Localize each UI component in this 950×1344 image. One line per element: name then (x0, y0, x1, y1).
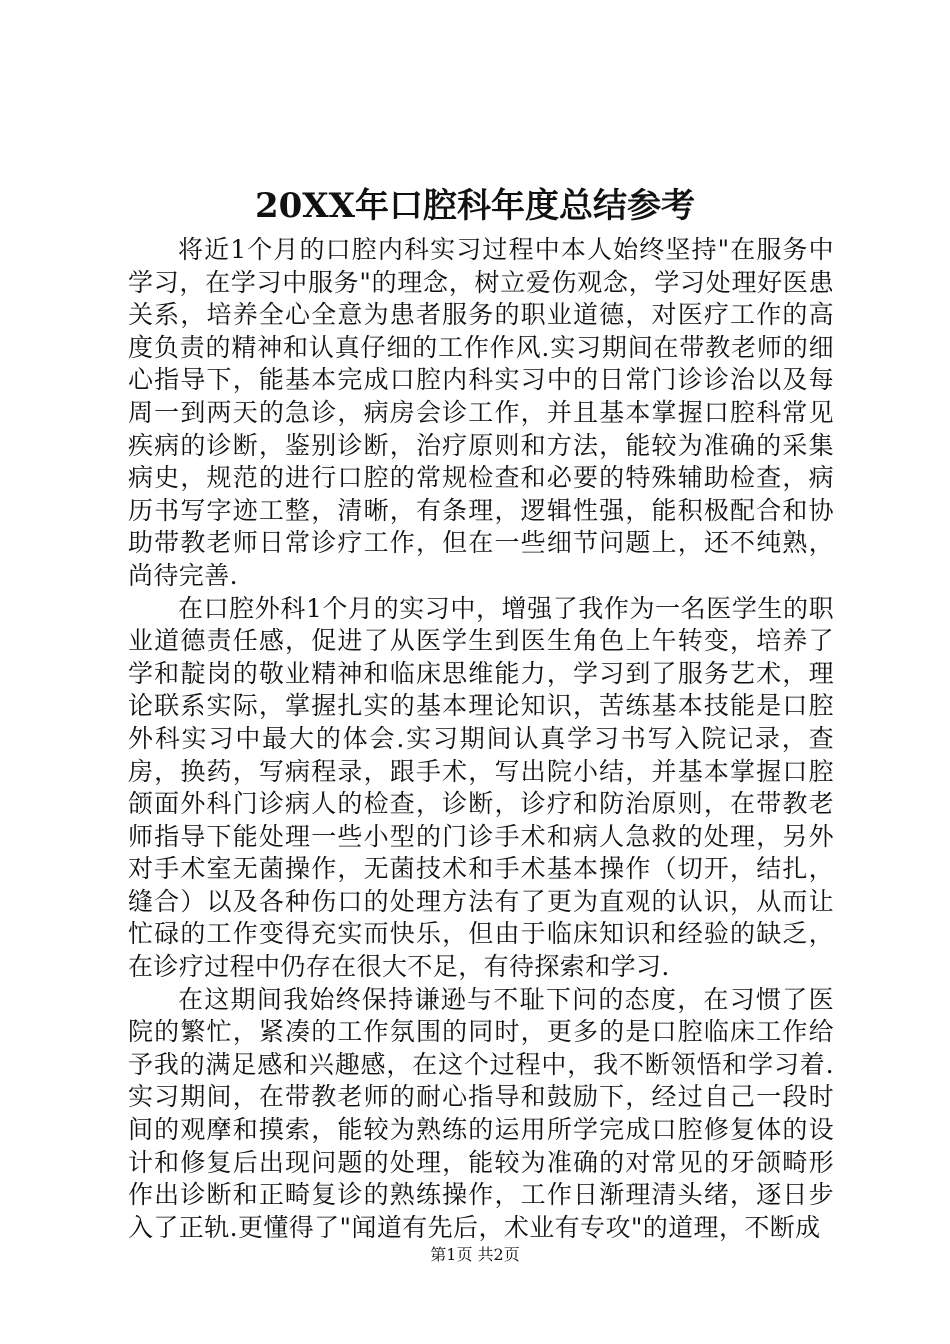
paragraph-3: 在这期间我始终保持谦逊与不耻下问的态度，在习惯了医院的繁忙，紧凑的工作氛围的同时，更多的是口腔临床工作给予我的满足感和兴趣感，在这个过程中，我不断领悟和学习着.实习期间，在带教老师的耐心指导和鼓励下，经过自己一段时间的观摩和摸索，能较为熟练的运用所学完成口腔修复体的设计和修复后出现问题的处理，能较为准确的对常见的牙颌畸形作出诊断和正畸复诊的熟练操作，工作日渐理清头绪，逐日步入了正轨.更懂得了"闻道有先后，术业有专攻"的道理，不断成 (128, 984, 834, 1242)
paragraph-2: 在口腔外科1个月的实习中，增强了我作为一名医学生的职业道德责任感，促进了从医学生到医生角色上午转变，培养了学和靛岗的敬业精神和临床思维能力，学习到了服务艺术，理论联系实际，掌握扎实的基本理论知识，苦练基本技能是口腔外科实习中最大的体会.实习期间认真学习书写入院记录，查房，换药，写病程录，跟手术，写出院小结，并基本掌握口腔颌面外科门诊病人的检查，诊断，诊疗和防治原则，在带教老师指导下能处理一些小型的门诊手术和病人急救的处理，另外对手术室无菌操作，无菌技术和手术基本操作（切开，结扎，缝合）以及各种伤口的处理方法有了更为直观的认识，从而让忙碌的工作变得充实而快乐，但由于临床知识和经验的缺乏，在诊疗过程中仍存在很大不足，有待探索和学习. (128, 593, 834, 982)
document-body (128, 234, 834, 1244)
paragraph-1: 将近1个月的口腔内科实习过程中本人始终坚持"在服务中学习，在学习中服务"的理念，树立爱伤观念，学习处理好医患关系，培养全心全意为患者服务的职业道德，对医疗工作的高度负责的精神和认真仔细的工作作风.实习期间在带教老师的细心指导下，能基本完成口腔内科实习中的日常门诊诊治以及每周一到两天的急诊，病房会诊工作，并且基本掌握口腔科常见疾病的诊断，鉴别诊断，治疗原则和方法，能较为准确的采集病史，规范的进行口腔的常规检查和必要的特殊辅助检查，病历书写字迹工整，清晰，有条理，逻辑性强，能积极配合和协助带教老师日常诊疗工作，但在一些细节问题上，还不纯熟，尚待完善. (128, 235, 834, 590)
page-footer: 第1页 共2页 (430, 1245, 520, 1264)
document-title: 20XX年口腔科年度总结参考 (254, 186, 696, 226)
